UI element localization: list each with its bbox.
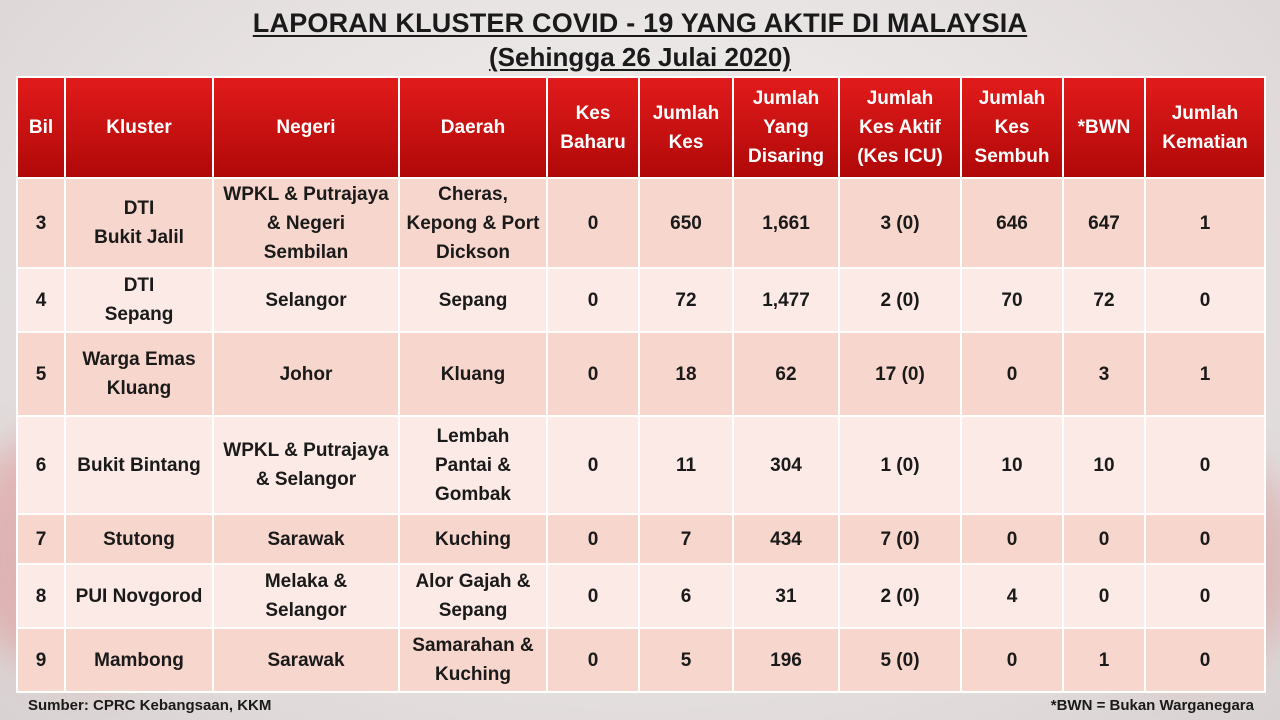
table-row xyxy=(17,332,1265,416)
cell-kluster xyxy=(65,564,213,628)
cell-kematian: 0 xyxy=(1145,564,1265,628)
page-title: LAPORAN KLUSTER COVID - 19 YANG AKTIF DI MALAYSIA xyxy=(252,8,1028,38)
cell-negeri xyxy=(213,514,399,564)
header-label-line: Jumlah xyxy=(652,102,720,124)
table-row xyxy=(17,416,1265,514)
cell-line: Kluang xyxy=(440,363,506,385)
cell-aktif: 17 (0) xyxy=(839,332,961,416)
table-row xyxy=(17,564,1265,628)
header-label-line: Jumlah xyxy=(978,88,1046,109)
cell-jumlah-kes: 11 xyxy=(639,416,733,514)
header-label-line: Kes xyxy=(575,102,611,124)
cell-disaring: 62 xyxy=(733,332,839,416)
cell-kluster xyxy=(65,628,213,692)
cell-line: PUI Novgorod xyxy=(75,585,203,607)
header-label-line: Bil xyxy=(28,117,54,138)
cluster-table xyxy=(16,76,1266,693)
cell-kluster xyxy=(65,332,213,416)
header-jumlah-disaring xyxy=(733,77,839,178)
cell-bwn: 647 xyxy=(1063,178,1145,268)
cell-kematian: 0 xyxy=(1145,628,1265,692)
cell-negeri xyxy=(213,332,399,416)
cell-aktif: 5 (0) xyxy=(839,628,961,692)
cell-bil: 8 xyxy=(17,564,65,628)
cell-jumlah-kes: 5 xyxy=(639,628,733,692)
cell-line: Sepang xyxy=(438,289,508,311)
cell-sembuh: 0 xyxy=(961,628,1063,692)
header-label-line: Kes xyxy=(994,117,1030,138)
cell-aktif: 2 (0) xyxy=(839,564,961,628)
cell-daerah xyxy=(399,564,547,628)
cell-kes-baharu: 0 xyxy=(547,332,639,416)
cell-daerah xyxy=(399,178,547,268)
cell-kes-baharu: 0 xyxy=(547,564,639,628)
header-jumlah-kes-aktif xyxy=(839,77,961,178)
cell-bil: 4 xyxy=(17,268,65,332)
cell-kes-baharu: 0 xyxy=(547,628,639,692)
table-row xyxy=(17,268,1265,332)
header-jumlah-kematian xyxy=(1145,77,1265,178)
header-negeri xyxy=(213,77,399,178)
cell-line: Alor Gajah & xyxy=(415,571,531,592)
table-body xyxy=(17,178,1265,692)
header-bwn xyxy=(1063,77,1145,178)
cell-line: Selangor xyxy=(265,600,347,621)
cell-negeri xyxy=(213,268,399,332)
cell-daerah xyxy=(399,332,547,416)
cell-line: Warga Emas xyxy=(82,349,196,370)
header-label-line: Kluster xyxy=(106,117,172,138)
cell-jumlah-kes: 650 xyxy=(639,178,733,268)
cell-jumlah-kes: 18 xyxy=(639,332,733,416)
header-label-line: Negeri xyxy=(276,117,336,138)
cell-line: & Selangor xyxy=(255,469,357,490)
cell-daerah xyxy=(399,628,547,692)
cell-negeri xyxy=(213,416,399,514)
cell-disaring: 31 xyxy=(733,564,839,628)
cell-sembuh: 4 xyxy=(961,564,1063,628)
cell-line: Pantai & xyxy=(434,454,512,476)
table-row xyxy=(17,178,1265,268)
cell-line: Dickson xyxy=(436,241,510,263)
header-daerah xyxy=(399,77,547,178)
cell-daerah xyxy=(399,416,547,514)
cell-kluster xyxy=(65,416,213,514)
header-label-line: Jumlah xyxy=(752,88,820,109)
cell-bil: 3 xyxy=(17,178,65,268)
cell-line: Samarahan & xyxy=(412,635,534,656)
cell-jumlah-kes: 6 xyxy=(639,564,733,628)
cell-bwn: 1 xyxy=(1063,628,1145,692)
cell-kematian: 1 xyxy=(1145,332,1265,416)
bwn-footnote: *BWN = Bukan Warganegara xyxy=(1050,697,1254,714)
cell-disaring: 304 xyxy=(733,416,839,514)
cell-negeri xyxy=(213,628,399,692)
cell-line: DTI xyxy=(123,275,155,296)
cell-kematian: 0 xyxy=(1145,268,1265,332)
cell-sembuh: 0 xyxy=(961,332,1063,416)
cell-aktif: 1 (0) xyxy=(839,416,961,514)
cell-disaring: 196 xyxy=(733,628,839,692)
cell-bil: 7 xyxy=(17,514,65,564)
cell-line: DTI xyxy=(123,198,155,219)
cell-line: Lembah xyxy=(436,425,510,447)
cell-bwn: 72 xyxy=(1063,268,1145,332)
cell-sembuh: 646 xyxy=(961,178,1063,268)
cell-disaring: 1,477 xyxy=(733,268,839,332)
header-label-line: (Kes ICU) xyxy=(857,146,943,167)
header-kes-baharu xyxy=(547,77,639,178)
header-label-line: Disaring xyxy=(747,146,825,167)
cell-kluster xyxy=(65,268,213,332)
cell-line: Gombak xyxy=(434,483,512,505)
cell-negeri xyxy=(213,564,399,628)
cell-line: Mambong xyxy=(94,649,184,671)
header-label-line: Kes Aktif xyxy=(859,117,941,138)
cell-kluster xyxy=(65,178,213,268)
cell-kes-baharu: 0 xyxy=(547,268,639,332)
source-note: Sumber: CPRC Kebangsaan, KKM xyxy=(28,697,272,714)
cell-sembuh: 0 xyxy=(961,514,1063,564)
cell-line: Sepang xyxy=(104,304,174,325)
table-row xyxy=(17,628,1265,692)
cell-line: Kuching xyxy=(435,528,511,550)
cell-line: WPKL & Putrajaya xyxy=(223,183,389,205)
cell-bil: 6 xyxy=(17,416,65,514)
header-label-line: Yang xyxy=(763,117,809,138)
cell-sembuh: 70 xyxy=(961,268,1063,332)
cell-kematian: 1 xyxy=(1145,178,1265,268)
header-label-line: Kes xyxy=(668,131,704,153)
cell-line: & Negeri xyxy=(266,212,346,234)
cell-jumlah-kes: 72 xyxy=(639,268,733,332)
cell-kluster xyxy=(65,514,213,564)
cell-line: Melaka & xyxy=(264,571,348,592)
cell-line: WPKL & Putrajaya xyxy=(223,440,389,461)
cell-disaring: 434 xyxy=(733,514,839,564)
header-label-line: *BWN xyxy=(1077,117,1131,138)
cell-line: Selangor xyxy=(265,289,347,311)
header-jumlah-kes xyxy=(639,77,733,178)
cell-bwn: 0 xyxy=(1063,564,1145,628)
cell-line: Sarawak xyxy=(267,649,345,671)
cell-kes-baharu: 0 xyxy=(547,178,639,268)
cell-disaring: 1,661 xyxy=(733,178,839,268)
header-kluster xyxy=(65,77,213,178)
cell-line: Stutong xyxy=(103,528,175,550)
header-label-line: Daerah xyxy=(440,117,506,138)
cell-line: Bukit Jalil xyxy=(94,227,184,248)
cell-kes-baharu: 0 xyxy=(547,416,639,514)
cell-line: Cheras, xyxy=(438,183,508,205)
table-row xyxy=(17,514,1265,564)
page-subtitle: (Sehingga 26 Julai 2020) xyxy=(488,42,791,72)
cell-line: Sarawak xyxy=(267,528,345,550)
cell-line: Sepang xyxy=(438,600,508,621)
header-label-line: Baharu xyxy=(560,131,626,153)
header-jumlah-kes-sembuh xyxy=(961,77,1063,178)
cell-line: Kuching xyxy=(435,664,511,685)
header-label-line: Jumlah xyxy=(1171,102,1239,124)
header-bil xyxy=(17,77,65,178)
cell-daerah xyxy=(399,268,547,332)
table-header-row xyxy=(17,77,1265,178)
cell-aktif: 7 (0) xyxy=(839,514,961,564)
cell-daerah xyxy=(399,514,547,564)
cell-line: Sembilan xyxy=(263,241,349,263)
cell-line: Bukit Bintang xyxy=(77,454,201,476)
header-label-line: Jumlah xyxy=(866,88,934,109)
cell-line: Kepong & Port xyxy=(406,212,540,234)
cell-kes-baharu: 0 xyxy=(547,514,639,564)
cell-jumlah-kes: 7 xyxy=(639,514,733,564)
header-label-line: Kematian xyxy=(1162,131,1248,153)
cell-sembuh: 10 xyxy=(961,416,1063,514)
cell-bwn: 0 xyxy=(1063,514,1145,564)
cell-kematian: 0 xyxy=(1145,416,1265,514)
cell-bwn: 3 xyxy=(1063,332,1145,416)
header-label-line: Sembuh xyxy=(974,146,1050,167)
cell-line: Kluang xyxy=(106,378,172,399)
cell-bil: 9 xyxy=(17,628,65,692)
cell-bil: 5 xyxy=(17,332,65,416)
cell-bwn: 10 xyxy=(1063,416,1145,514)
cell-kematian: 0 xyxy=(1145,514,1265,564)
cell-negeri xyxy=(213,178,399,268)
cell-line: Johor xyxy=(279,363,333,385)
cell-aktif: 3 (0) xyxy=(839,178,961,268)
cell-aktif: 2 (0) xyxy=(839,268,961,332)
